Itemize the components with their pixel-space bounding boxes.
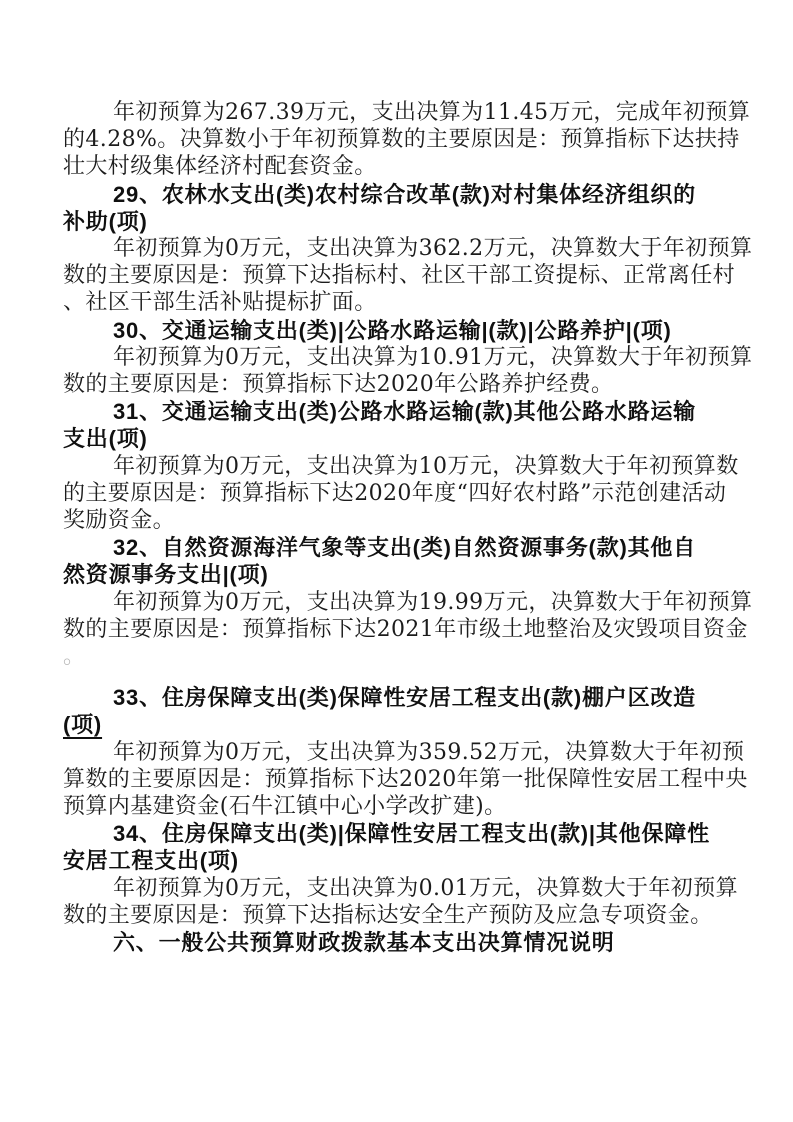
paragraph-line: 数的主要原因是：预算指标下达2020年公路养护经费。: [63, 372, 614, 398]
paragraph-line: 年初预算为0万元，支出决算为0.01万元，决算数大于年初预算: [113, 875, 738, 901]
paragraph-line: 算数的主要原因是：预算指标下达2020年第一批保障性安居工程中央: [63, 766, 748, 792]
paragraph-line: 年初预算为0万元，支出决算为362.2万元，决算数大于年初预算: [113, 236, 753, 262]
paragraph-line: 年初预算为0万元，支出决算为359.52万元，决算数大于年初预: [113, 739, 745, 765]
heading-line: 安居工程支出(项): [63, 848, 239, 874]
heading-line: 然资源事务支出|(项): [63, 562, 269, 588]
paragraph-line: 预算内基建资金(石牛江镇中心小学改扩建)。: [63, 794, 507, 820]
heading-line: 补助(项): [63, 208, 148, 234]
section-33-paragraph: [63, 739, 748, 821]
paragraph-line: 壮大村级集体经济村配套资金。: [63, 154, 377, 180]
heading-line: 34、住房保障支出(类)|保障性安居工程支出(款)|其他保障性: [113, 821, 710, 847]
section-30-paragraph: [63, 344, 753, 398]
paragraph-line: 奖励资金。: [63, 508, 176, 534]
section-33-heading: [63, 684, 735, 738]
paragraph-line: 数的主要原因是：预算指标下达2021年市级土地整治及灾毁项目资金: [63, 616, 748, 642]
section-34-heading: [63, 820, 735, 874]
paragraph-line: 年初预算为267.39万元，支出决算为11.45万元，完成年初预算: [113, 100, 751, 125]
heading-line: 29、农林水支出(类)农村综合改革(款)对村集体经济组织的: [113, 181, 696, 207]
section-32-heading: [63, 534, 735, 588]
heading-line: 六、一般公共预算财政拨款基本支出决算情况说明: [113, 930, 615, 956]
section-31-paragraph: [63, 453, 739, 535]
heading-line: 32、自然资源海洋气象等支出(类)自然资源事务(款)其他自: [113, 535, 696, 561]
section-32-paragraph: [63, 589, 753, 671]
document-content: [63, 99, 753, 956]
heading-line: 33、住房保障支出(类)保障性安居工程支出(款)棚户区改造: [113, 685, 696, 711]
heading-line: 31、交通运输支出(类)公路水路运输(款)其他公路水路运输: [113, 399, 696, 425]
heading-line-underlined: (项): [63, 712, 103, 738]
paragraph-line: 年初预算为0万元，支出决算为10万元，决算数大于年初预算数: [113, 453, 739, 479]
heading-line: 支出(项): [63, 426, 148, 452]
paragraph-line: 的4.28%。决算数小于年初预算数的主要原因是：预算指标下达扶持: [63, 127, 740, 153]
paragraph-line-stray-period: 。: [63, 644, 86, 670]
section-34-paragraph: [63, 875, 738, 929]
section-29-paragraph: [63, 235, 753, 317]
paragraph-line: 年初预算为0万元，支出决算为19.99万元，决算数大于年初预算: [113, 589, 753, 615]
paragraph-line: 数的主要原因是：预算下达指标村、社区干部工资提标、正常离任村: [63, 263, 736, 289]
paragraph-item28-continuation: [63, 99, 751, 181]
paragraph-line: 的主要原因是：预算指标下达2020年度“四好农村路”示范创建活动: [63, 480, 727, 506]
heading-line: 30、交通运输支出(类)|公路水路运输|(款)|公路养护|(项): [113, 317, 672, 343]
paragraph-line: 、社区干部生活补贴提标扩面。: [63, 290, 377, 316]
paragraph-line: 数的主要原因是：预算下达指标达安全生产预防及应急专项资金。: [63, 902, 713, 928]
section-29-heading: [63, 181, 735, 235]
section-31-heading: [63, 398, 735, 452]
part-6-heading: [63, 929, 735, 956]
paragraph-line: 年初预算为0万元，支出决算为10.91万元，决算数大于年初预算: [113, 344, 753, 370]
section-30-heading: [63, 317, 735, 344]
